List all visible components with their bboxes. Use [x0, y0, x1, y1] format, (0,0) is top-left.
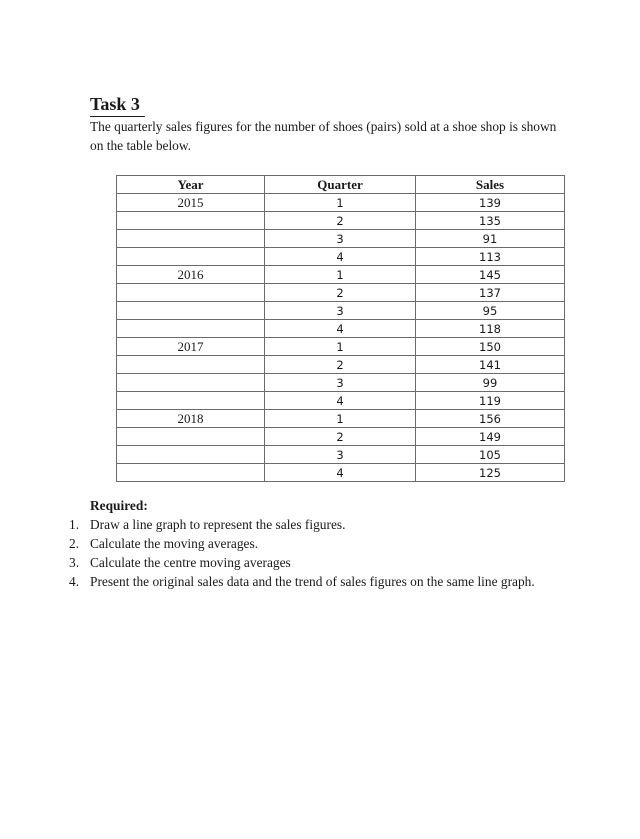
list-item: [69, 534, 560, 553]
table-row: [117, 230, 565, 248]
cell-sales: 95: [416, 302, 565, 320]
cell-quarter: 4: [265, 320, 416, 338]
header-sales: Sales: [416, 176, 565, 194]
cell-year: [117, 374, 265, 392]
cell-year: 2016: [117, 266, 265, 284]
cell-sales: 99: [416, 374, 565, 392]
list-item-text: Calculate the centre moving averages: [90, 555, 291, 570]
cell-sales: 137: [416, 284, 565, 302]
cell-year: [117, 356, 265, 374]
list-item-number: 2.: [69, 536, 80, 551]
cell-year: [117, 248, 265, 266]
cell-quarter: 2: [265, 284, 416, 302]
cell-year: [117, 302, 265, 320]
cell-sales: 113: [416, 248, 565, 266]
cell-quarter: 3: [265, 230, 416, 248]
cell-quarter: 1: [265, 194, 416, 212]
table-row: [117, 302, 565, 320]
cell-year: [117, 464, 265, 482]
table-row: [117, 410, 565, 428]
table-row: [117, 356, 565, 374]
cell-year: [117, 230, 265, 248]
cell-sales: 105: [416, 446, 565, 464]
cell-quarter: 2: [265, 356, 416, 374]
table-row: [117, 248, 565, 266]
list-item: [69, 515, 560, 534]
header-year: Year: [117, 176, 265, 194]
table-row: [117, 464, 565, 482]
list-item: [69, 572, 560, 591]
cell-quarter: 4: [265, 464, 416, 482]
title-underline: [90, 116, 145, 117]
cell-sales: 135: [416, 212, 565, 230]
sales-table: [116, 175, 565, 482]
cell-quarter: 2: [265, 212, 416, 230]
list-item-text: Draw a line graph to represent the sales figures.: [90, 517, 346, 532]
table-row: [117, 392, 565, 410]
table-row: [117, 446, 565, 464]
cell-sales: 150: [416, 338, 565, 356]
required-heading: Required:: [90, 498, 148, 513]
header-quarter: Quarter: [265, 176, 416, 194]
cell-year: [117, 284, 265, 302]
cell-sales: 149: [416, 428, 565, 446]
list-item-text: Calculate the moving averages.: [90, 536, 259, 551]
cell-year: 2015: [117, 194, 265, 212]
list-item-number: 3.: [69, 555, 80, 570]
cell-sales: 118: [416, 320, 565, 338]
cell-sales: 156: [416, 410, 565, 428]
cell-quarter: 3: [265, 302, 416, 320]
cell-sales: 141: [416, 356, 565, 374]
table-row: [117, 266, 565, 284]
table-row: [117, 284, 565, 302]
list-item-number: 4.: [69, 574, 80, 589]
cell-quarter: 3: [265, 374, 416, 392]
table-row: [117, 338, 565, 356]
table-header-row: [117, 176, 565, 194]
cell-quarter: 4: [265, 392, 416, 410]
cell-quarter: 2: [265, 428, 416, 446]
table-row: [117, 428, 565, 446]
cell-year: [117, 320, 265, 338]
required-list: [69, 515, 560, 591]
list-item-text: Present the original sales data and the trend of sales figures on the same line graph.: [90, 574, 535, 589]
cell-year: [117, 392, 265, 410]
cell-year: [117, 212, 265, 230]
list-item-number: 1.: [69, 517, 80, 532]
cell-year: [117, 446, 265, 464]
cell-sales: 119: [416, 392, 565, 410]
cell-year: [117, 428, 265, 446]
cell-quarter: 4: [265, 248, 416, 266]
cell-sales: 145: [416, 266, 565, 284]
cell-quarter: 1: [265, 410, 416, 428]
cell-year: 2018: [117, 410, 265, 428]
table-row: [117, 374, 565, 392]
cell-sales: 125: [416, 464, 565, 482]
cell-quarter: 1: [265, 266, 416, 284]
task-title: Task 3: [90, 94, 140, 114]
cell-sales: 91: [416, 230, 565, 248]
list-item: [69, 553, 560, 572]
cell-quarter: 1: [265, 338, 416, 356]
table-row: [117, 320, 565, 338]
cell-sales: 139: [416, 194, 565, 212]
cell-year: 2017: [117, 338, 265, 356]
intro-paragraph: The quarterly sales figures for the number of shoes (pairs) sold at a shoe shop is shown on the table below.: [90, 119, 557, 153]
cell-quarter: 3: [265, 446, 416, 464]
table-row: [117, 194, 565, 212]
table-row: [117, 212, 565, 230]
